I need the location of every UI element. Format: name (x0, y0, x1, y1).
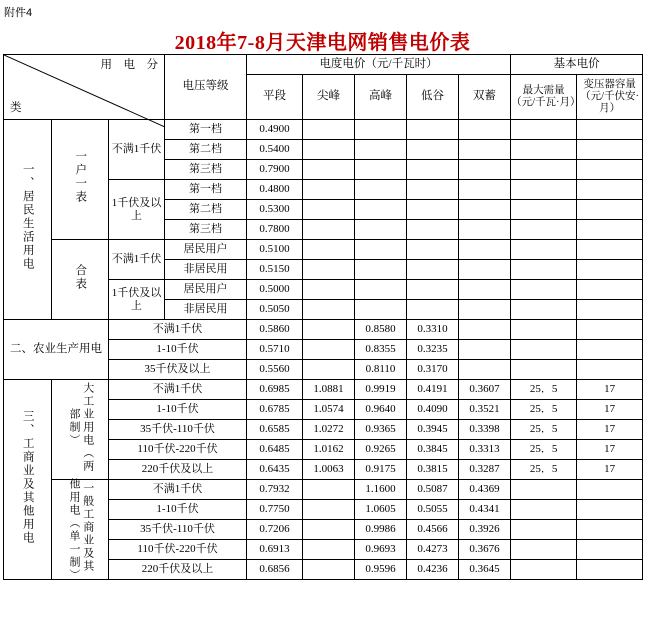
price-flat: 0.5150 (247, 260, 303, 280)
price-peak (303, 220, 355, 240)
price-high: 0.9596 (355, 560, 407, 580)
price-valley: 0.4090 (407, 400, 459, 420)
price-high (355, 240, 407, 260)
table-header-row-1 (4, 55, 643, 75)
price-capacity: 17 (577, 460, 643, 480)
price-valley: 0.4273 (407, 540, 459, 560)
price-valley: 0.3815 (407, 460, 459, 480)
price-peak (303, 300, 355, 320)
price-peak (303, 180, 355, 200)
voltage-group-label: 1-10千伏 (109, 340, 247, 360)
voltage-group-label: 1-10千伏 (109, 500, 247, 520)
header-col-peak: 尖峰 (303, 75, 355, 120)
header-col-max-demand: 最大需量（元/千瓦·月） (511, 75, 577, 120)
price-dual (459, 220, 511, 240)
voltage-group-label: 110千伏-220千伏 (109, 440, 247, 460)
price-high (355, 200, 407, 220)
price-demand: 25．5 (511, 420, 577, 440)
voltage-group-label: 不满1千伏 (109, 380, 247, 400)
price-high (355, 160, 407, 180)
price-valley: 0.4566 (407, 520, 459, 540)
price-capacity (577, 260, 643, 280)
price-capacity: 17 (577, 380, 643, 400)
price-dual (459, 140, 511, 160)
price-high: 0.9986 (355, 520, 407, 540)
price-capacity (577, 140, 643, 160)
price-dual (459, 280, 511, 300)
subgroup-large-industry: 大工业用电（两部制） (52, 380, 109, 480)
header-energy-price-group: 电度电价（元/千瓦时） (247, 55, 511, 75)
attachment-label: 附件4 (4, 7, 33, 19)
price-high (355, 280, 407, 300)
price-high: 0.9365 (355, 420, 407, 440)
price-valley (407, 220, 459, 240)
price-high: 0.9919 (355, 380, 407, 400)
price-peak: 1.0574 (303, 400, 355, 420)
price-peak (303, 260, 355, 280)
price-high: 0.8355 (355, 340, 407, 360)
price-capacity (577, 320, 643, 340)
price-capacity (577, 240, 643, 260)
price-dual (459, 120, 511, 140)
price-peak (303, 540, 355, 560)
table-row (4, 380, 643, 400)
price-peak: 1.0063 (303, 460, 355, 480)
price-demand (511, 480, 577, 500)
price-peak (303, 200, 355, 220)
price-flat: 0.6485 (247, 440, 303, 460)
price-valley: 0.3945 (407, 420, 459, 440)
price-peak (303, 240, 355, 260)
price-demand (511, 280, 577, 300)
price-dual: 0.3313 (459, 440, 511, 460)
tier-label: 第一档 (165, 120, 247, 140)
price-flat: 0.6435 (247, 460, 303, 480)
price-high (355, 260, 407, 280)
price-flat: 0.5860 (247, 320, 303, 340)
price-dual (459, 180, 511, 200)
price-valley (407, 240, 459, 260)
price-demand (511, 260, 577, 280)
tier-label: 居民用户 (165, 280, 247, 300)
price-dual (459, 340, 511, 360)
price-flat: 0.5710 (247, 340, 303, 360)
tier-label: 第一档 (165, 180, 247, 200)
voltage-group-label: 不满1千伏 (109, 120, 165, 180)
price-capacity (577, 560, 643, 580)
price-demand (511, 560, 577, 580)
price-peak (303, 360, 355, 380)
price-flat: 0.6985 (247, 380, 303, 400)
header-category-cell (4, 55, 165, 120)
voltage-group-label: 1千伏及以上 (109, 280, 165, 320)
price-valley (407, 280, 459, 300)
price-high: 1.1600 (355, 480, 407, 500)
category-residential: 一、居民生活用电 (4, 120, 52, 320)
price-dual: 0.3521 (459, 400, 511, 420)
price-capacity (577, 120, 643, 140)
price-valley (407, 200, 459, 220)
price-high: 0.9640 (355, 400, 407, 420)
table-row (4, 240, 643, 260)
tier-label: 第三档 (165, 160, 247, 180)
tier-label: 第三档 (165, 220, 247, 240)
price-flat: 0.5000 (247, 280, 303, 300)
voltage-group-label: 110千伏-220千伏 (109, 540, 247, 560)
price-flat: 0.7932 (247, 480, 303, 500)
price-flat: 0.6585 (247, 420, 303, 440)
price-dual: 0.3607 (459, 380, 511, 400)
price-demand (511, 520, 577, 540)
price-demand (511, 120, 577, 140)
price-high (355, 300, 407, 320)
price-flat: 0.7800 (247, 220, 303, 240)
price-capacity (577, 480, 643, 500)
price-capacity (577, 340, 643, 360)
price-demand: 25．5 (511, 380, 577, 400)
category-commercial-industrial: 三、工商业及其他用电 (4, 380, 52, 580)
price-flat: 0.6856 (247, 560, 303, 580)
price-peak: 1.0162 (303, 440, 355, 460)
price-capacity (577, 300, 643, 320)
header-category-top: 用 电 分 (100, 59, 159, 71)
price-capacity (577, 500, 643, 520)
voltage-group-label: 1-10千伏 (109, 400, 247, 420)
price-valley: 0.5055 (407, 500, 459, 520)
price-capacity (577, 280, 643, 300)
price-peak (303, 160, 355, 180)
header-voltage-level: 电压等级 (165, 55, 247, 120)
price-high: 0.9693 (355, 540, 407, 560)
price-dual (459, 200, 511, 220)
price-dual (459, 360, 511, 380)
header-col-high: 高峰 (355, 75, 407, 120)
price-flat: 0.4900 (247, 120, 303, 140)
price-valley (407, 260, 459, 280)
price-capacity (577, 160, 643, 180)
voltage-group-label: 35千伏及以上 (109, 360, 247, 380)
price-valley (407, 160, 459, 180)
price-high (355, 120, 407, 140)
subgroup-general-commercial: 一般工商业及其他用电（单一制） (52, 480, 109, 580)
voltage-group-label: 35千伏-110千伏 (109, 520, 247, 540)
table-row (4, 480, 643, 500)
header-category-bottom: 类 (10, 101, 22, 114)
price-high: 1.0605 (355, 500, 407, 520)
price-high: 0.9265 (355, 440, 407, 460)
price-valley: 0.3845 (407, 440, 459, 460)
tier-label: 非居民用 (165, 300, 247, 320)
price-capacity: 17 (577, 400, 643, 420)
price-demand: 25．5 (511, 400, 577, 420)
price-high (355, 220, 407, 240)
price-dual: 0.4369 (459, 480, 511, 500)
tier-label: 居民用户 (165, 240, 247, 260)
price-dual: 0.3645 (459, 560, 511, 580)
price-flat: 0.5560 (247, 360, 303, 380)
price-peak (303, 480, 355, 500)
price-high (355, 180, 407, 200)
voltage-group-label: 35千伏-110千伏 (109, 420, 247, 440)
price-valley: 0.3170 (407, 360, 459, 380)
price-demand: 25．5 (511, 460, 577, 480)
price-valley (407, 300, 459, 320)
voltage-group-label: 不满1千伏 (109, 320, 247, 340)
price-valley (407, 180, 459, 200)
price-peak (303, 320, 355, 340)
header-col-dual: 双蓄 (459, 75, 511, 120)
price-dual: 0.4341 (459, 500, 511, 520)
price-capacity (577, 180, 643, 200)
price-demand (511, 160, 577, 180)
price-capacity (577, 360, 643, 380)
price-peak: 1.0272 (303, 420, 355, 440)
price-flat: 0.7750 (247, 500, 303, 520)
price-peak (303, 500, 355, 520)
price-flat: 0.5300 (247, 200, 303, 220)
category-agriculture: 二、农业生产用电 (4, 320, 109, 380)
header-col-flat: 平段 (247, 75, 303, 120)
price-demand (511, 340, 577, 360)
price-valley (407, 120, 459, 140)
table-row (4, 320, 643, 340)
price-capacity: 17 (577, 440, 643, 460)
price-flat: 0.5400 (247, 140, 303, 160)
price-peak: 1.0881 (303, 380, 355, 400)
header-col-transformer-capacity: 变压器容量（元/千伏安·月） (577, 75, 643, 120)
price-flat: 0.7900 (247, 160, 303, 180)
price-peak (303, 340, 355, 360)
price-dual: 0.3926 (459, 520, 511, 540)
price-demand (511, 180, 577, 200)
price-demand (511, 200, 577, 220)
price-valley: 0.4191 (407, 380, 459, 400)
tier-label: 第二档 (165, 140, 247, 160)
price-valley: 0.3310 (407, 320, 459, 340)
price-dual (459, 240, 511, 260)
price-flat: 0.6913 (247, 540, 303, 560)
voltage-group-label: 不满1千伏 (109, 240, 165, 280)
price-valley (407, 140, 459, 160)
price-capacity (577, 540, 643, 560)
price-capacity (577, 520, 643, 540)
price-demand (511, 300, 577, 320)
price-valley: 0.3235 (407, 340, 459, 360)
price-dual (459, 320, 511, 340)
voltage-group-label: 1千伏及以上 (109, 180, 165, 240)
price-valley: 0.5087 (407, 480, 459, 500)
price-dual (459, 160, 511, 180)
subgroup-combined-meter: 合表 (52, 240, 109, 320)
price-demand (511, 360, 577, 380)
price-dual (459, 260, 511, 280)
price-dual (459, 300, 511, 320)
price-high: 0.8110 (355, 360, 407, 380)
price-high: 0.8580 (355, 320, 407, 340)
tier-label: 非居民用 (165, 260, 247, 280)
tier-label: 第二档 (165, 200, 247, 220)
price-peak (303, 120, 355, 140)
price-flat: 0.5050 (247, 300, 303, 320)
price-demand (511, 240, 577, 260)
price-capacity (577, 220, 643, 240)
voltage-group-label: 220千伏及以上 (109, 560, 247, 580)
header-col-valley: 低谷 (407, 75, 459, 120)
price-demand (511, 140, 577, 160)
price-flat: 0.4800 (247, 180, 303, 200)
price-demand (511, 500, 577, 520)
price-peak (303, 280, 355, 300)
subgroup-one-household-one-meter: 一户一表 (52, 120, 109, 240)
electricity-price-table (3, 54, 643, 583)
price-flat: 0.6785 (247, 400, 303, 420)
price-dual: 0.3398 (459, 420, 511, 440)
price-demand (511, 540, 577, 560)
price-dual: 0.3287 (459, 460, 511, 480)
price-flat: 0.5100 (247, 240, 303, 260)
price-capacity (577, 200, 643, 220)
price-valley: 0.4236 (407, 560, 459, 580)
price-peak (303, 520, 355, 540)
price-demand (511, 320, 577, 340)
price-flat: 0.7206 (247, 520, 303, 540)
voltage-group-label: 220千伏及以上 (109, 460, 247, 480)
price-peak (303, 140, 355, 160)
header-basic-price-group: 基本电价 (511, 55, 643, 75)
price-demand: 25．5 (511, 440, 577, 460)
price-capacity: 17 (577, 420, 643, 440)
page-title: 2018年7-8月天津电网销售电价表 (174, 32, 471, 54)
price-peak (303, 560, 355, 580)
voltage-group-label: 不满1千伏 (109, 480, 247, 500)
price-dual: 0.3676 (459, 540, 511, 560)
price-high: 0.9175 (355, 460, 407, 480)
price-high (355, 140, 407, 160)
price-demand (511, 220, 577, 240)
